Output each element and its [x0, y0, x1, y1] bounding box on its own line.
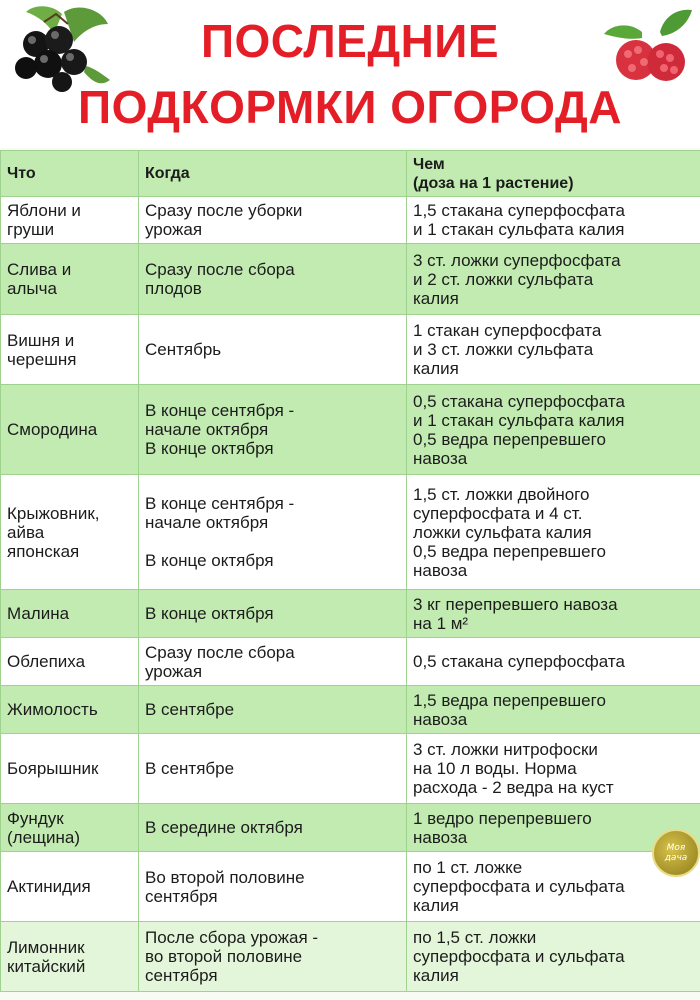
table-row	[1, 804, 700, 852]
cell-dose: по 1,5 ст. ложки суперфосфата и сульфата калия	[407, 922, 700, 992]
cell-dose: 3 ст. ложки суперфосфата и 2 ст. ложки сульфата калия	[407, 244, 700, 315]
cell-plant: Вишня и черешня	[1, 315, 139, 385]
cell-timing: В сентябре	[139, 734, 407, 804]
cell-plant: Актинидия	[1, 852, 139, 922]
table-row	[1, 638, 700, 686]
table-row	[1, 475, 700, 590]
cell-dose: 0,5 стакана суперфосфата и 1 стакан сульфата калия 0,5 ведра перепревшего навоза	[407, 385, 700, 475]
cell-timing: Сентябрь	[139, 315, 407, 385]
page-title-line-2: ПОДКОРМКИ ОГОРОДА	[78, 81, 622, 133]
cell-dose: 1 стакан суперфосфата и 3 ст. ложки сульфата калия	[407, 315, 700, 385]
column-header-what: Что	[1, 151, 139, 197]
cell-plant: Слива и алыча	[1, 244, 139, 315]
cell-timing: В сентябре	[139, 686, 407, 734]
cell-plant: Яблони и груши	[1, 197, 139, 244]
page-title-line-1: ПОСЛЕДНИЕ	[200, 15, 500, 67]
table-row	[1, 852, 700, 922]
cell-dose: 0,5 стакана суперфосфата	[407, 638, 700, 686]
cell-plant: Малина	[1, 590, 139, 638]
cell-dose: 1,5 стакана суперфосфата и 1 стакан сульфата калия	[407, 197, 700, 244]
cell-dose: 1,5 ведра перепревшего навоза	[407, 686, 700, 734]
column-header-with-what: Чем (доза на 1 растение)	[407, 151, 700, 197]
cell-timing: В конце октября	[139, 590, 407, 638]
raspberry-icon	[598, 2, 698, 94]
table-row	[1, 197, 700, 244]
table-header-row	[1, 151, 700, 197]
cell-plant: Фундук (лещина)	[1, 804, 139, 852]
logo-text-line-2: дача	[664, 853, 688, 863]
cell-dose: 1,5 ст. ложки двойного суперфосфата и 4 ст. ложки сульфата калия 0,5 ведра перепревшего навоза	[407, 475, 700, 590]
feeding-table	[0, 150, 700, 992]
table-row	[1, 686, 700, 734]
moya-dacha-logo	[652, 829, 700, 877]
cell-plant: Смородина	[1, 385, 139, 475]
cell-timing: Сразу после сбора урожая	[139, 638, 407, 686]
table-row	[1, 590, 700, 638]
cell-dose: 1 ведро перепревшего навоза	[407, 804, 700, 852]
column-header-when: Когда	[139, 151, 407, 197]
table-row	[1, 922, 700, 992]
cell-plant: Лимонник китайский	[1, 922, 139, 992]
cell-dose: 3 ст. ложки нитрофоски на 10 л воды. Норма расхода - 2 ведра на куст	[407, 734, 700, 804]
table-row	[1, 315, 700, 385]
cell-plant: Крыжовник, айва японская	[1, 475, 139, 590]
cell-plant: Жимолость	[1, 686, 139, 734]
table-row	[1, 385, 700, 475]
cell-timing: В конце сентября - начале октября В конце октября	[139, 385, 407, 475]
header	[0, 0, 700, 148]
cell-timing: В конце сентября - начале октября В конце октября	[139, 475, 407, 590]
cell-dose: по 1 ст. ложке суперфосфата и сульфата калия	[407, 852, 700, 922]
cell-plant: Облепиха	[1, 638, 139, 686]
cell-plant: Боярышник	[1, 734, 139, 804]
cell-timing: Сразу после сбора плодов	[139, 244, 407, 315]
table-row	[1, 244, 700, 315]
cell-timing: После сбора урожая - во второй половине сентября	[139, 922, 407, 992]
table-row	[1, 734, 700, 804]
logo-text-line-1: Моя	[666, 843, 686, 853]
cell-timing: Сразу после уборки урожая	[139, 197, 407, 244]
cell-timing: В середине октября	[139, 804, 407, 852]
cell-dose: 3 кг перепревшего навоза на 1 м²	[407, 590, 700, 638]
cell-timing: Во второй половине сентября	[139, 852, 407, 922]
